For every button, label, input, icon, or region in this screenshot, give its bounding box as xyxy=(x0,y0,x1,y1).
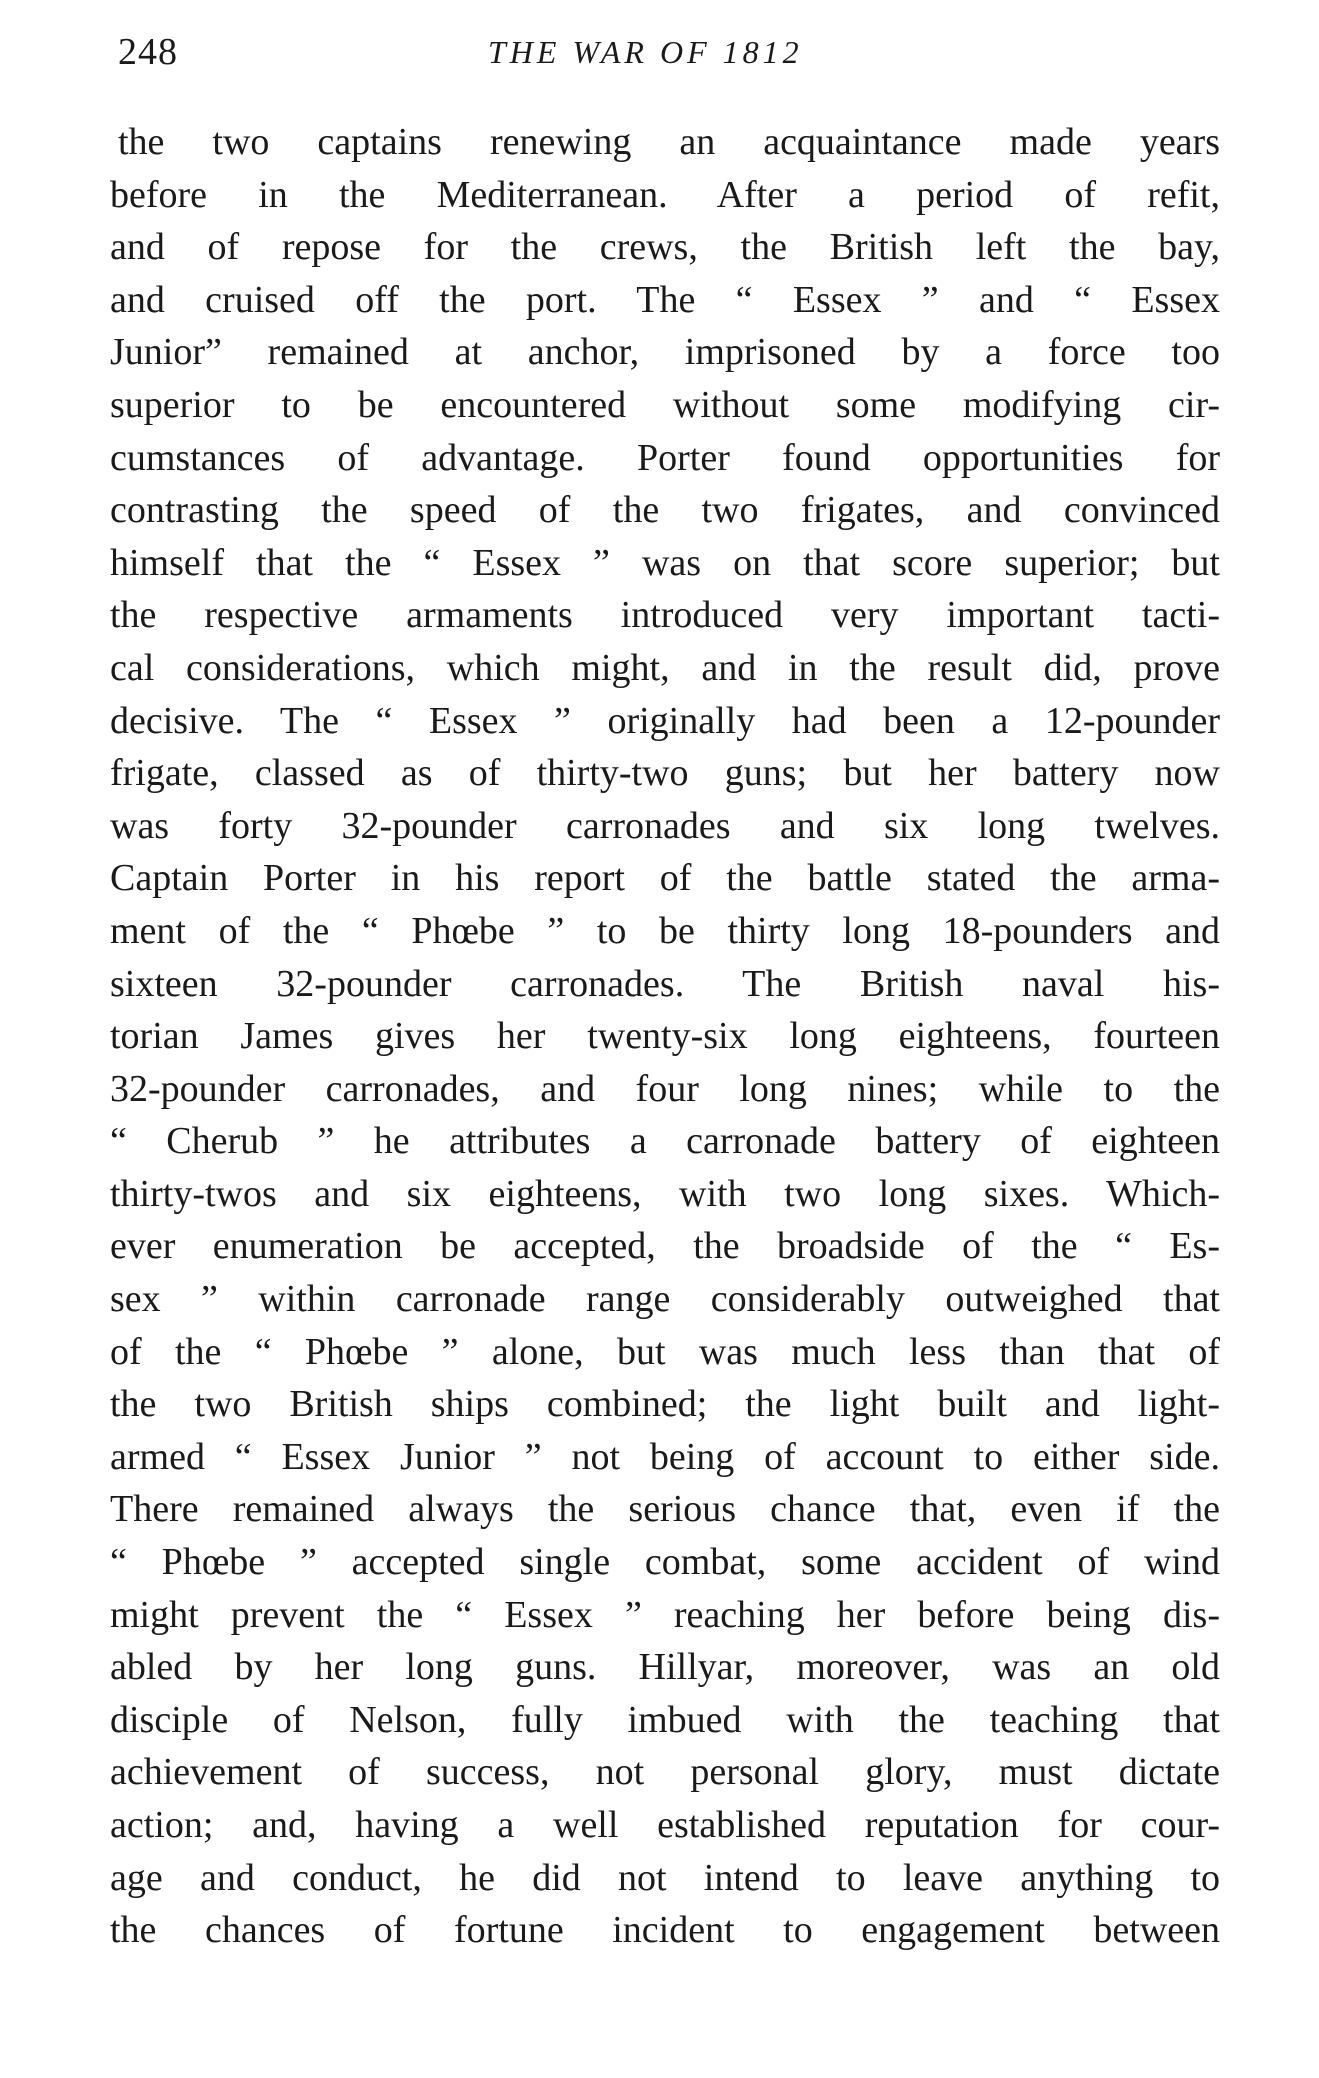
text-line: ment of the “ Phœbe ” to be thirty long 18-pounders and xyxy=(110,909,1220,952)
text-line: Captain Porter in his report of the battle stated the arma- xyxy=(110,857,1220,900)
text-line: “ Phœbe ” accepted single combat, some accident of wind xyxy=(110,1541,1220,1584)
text-line: the two captains renewing an acquaintance made years xyxy=(118,121,1220,163)
text-line: of the “ Phœbe ” alone, but was much less than that of xyxy=(110,1330,1220,1373)
text-line: sixteen 32-pounder carronades. The British naval his- xyxy=(110,962,1220,1005)
text-line: the chances of fortune incident to engagement between xyxy=(110,1909,1220,1952)
text-line: torian James gives her twenty-six long eighteens, fourteen xyxy=(110,1015,1220,1058)
text-line: contrasting the speed of the two frigates, and convinced xyxy=(110,489,1220,532)
text-line: ever enumeration be accepted, the broadside of the “ Es- xyxy=(110,1225,1220,1268)
text-line: frigate, classed as of thirty-two guns; but her battery now xyxy=(110,752,1220,795)
page-header xyxy=(118,30,1218,80)
text-line: cal considerations, which might, and in the result did, prove xyxy=(110,646,1220,689)
text-line: armed “ Essex Junior ” not being of account to either side. xyxy=(110,1435,1220,1478)
text-line: 32-pounder carronades, and four long nines; while to the xyxy=(110,1067,1220,1110)
text-line: himself that the “ Essex ” was on that score superior; but xyxy=(110,541,1220,584)
text-line: the respective armaments introduced very important tacti- xyxy=(110,594,1220,637)
text-line: sex ” within carronade range considerably outweighed that xyxy=(110,1278,1220,1321)
text-line: thirty-twos and six eighteens, with two long sixes. Which- xyxy=(110,1172,1220,1215)
text-line: achievement of success, not personal glory, must dictate xyxy=(110,1751,1220,1794)
text-line: superior to be encountered without some modifying cir- xyxy=(110,383,1220,426)
text-line: action; and, having a well established reputation for cour- xyxy=(110,1804,1220,1846)
text-line: cumstances of advantage. Porter found opportunities for xyxy=(110,436,1220,479)
running-title: THE WAR OF 1812 xyxy=(488,34,803,70)
text-line: might prevent the “ Essex ” reaching her before being dis- xyxy=(110,1593,1220,1636)
page-number: 248 xyxy=(118,31,178,73)
text-line: and of repose for the crews, the British left the bay, xyxy=(110,226,1220,269)
text-line: There remained always the serious chance that, even if the xyxy=(110,1488,1220,1531)
text-line: before in the Mediterranean. After a period of refit, xyxy=(110,173,1220,216)
text-line: was forty 32-pounder carronades and six long twelves. xyxy=(110,804,1220,847)
text-line: the two British ships combined; the light built and light- xyxy=(110,1383,1220,1426)
text-line: decisive. The “ Essex ” originally had been a 12-pounder xyxy=(110,699,1220,742)
text-line: Junior” remained at anchor, imprisoned by a force too xyxy=(110,331,1220,374)
text-line: “ Cherub ” he attributes a carronade battery of eighteen xyxy=(110,1120,1220,1163)
text-line: and cruised off the port. The “ Essex ” and “ Essex xyxy=(110,278,1220,321)
body-text xyxy=(110,116,1220,1957)
text-line: age and conduct, he did not intend to leave anything to xyxy=(110,1856,1220,1899)
text-line: abled by her long guns. Hillyar, moreover, was an old xyxy=(110,1646,1220,1689)
text-line: disciple of Nelson, fully imbued with the teaching that xyxy=(110,1698,1220,1741)
